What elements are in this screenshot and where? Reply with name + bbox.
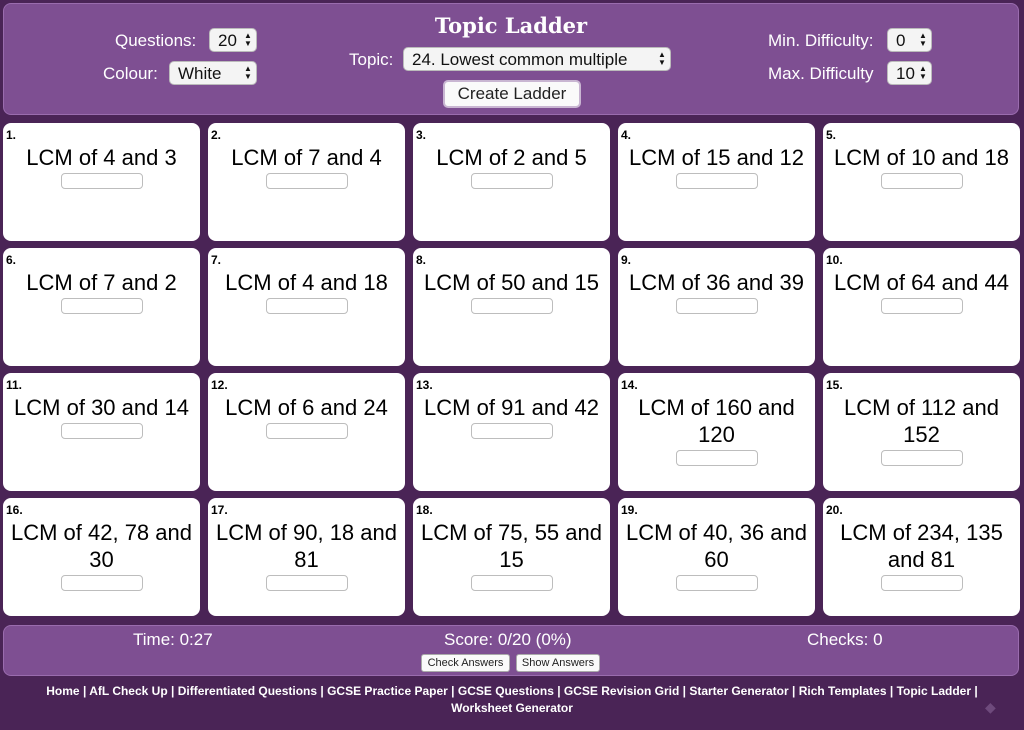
- question-card: [208, 248, 405, 366]
- nav-link[interactable]: Rich Templates: [798, 684, 887, 698]
- question-text: LCM of 40, 36 and 60: [625, 520, 807, 572]
- answer-input[interactable]: [676, 173, 758, 189]
- question-number: 1.: [6, 128, 17, 142]
- diamond-icon: ◆: [985, 699, 996, 715]
- question-card: [3, 123, 200, 241]
- question-number: 19.: [621, 503, 638, 517]
- question-text: LCM of 15 and 12: [629, 145, 804, 170]
- answer-input[interactable]: [266, 173, 348, 189]
- questions-label: Questions:: [115, 31, 197, 50]
- nav-link[interactable]: GCSE Questions: [457, 684, 554, 698]
- answer-input[interactable]: [266, 575, 348, 591]
- question-card: [3, 248, 200, 366]
- question-text: LCM of 64 and 44: [834, 270, 1009, 295]
- answer-input[interactable]: [266, 423, 348, 439]
- question-text: LCM of 2 and 5: [436, 145, 587, 170]
- question-card: [618, 123, 815, 241]
- question-text: LCM of 30 and 14: [14, 395, 189, 420]
- question-card: [823, 248, 1020, 366]
- max-difficulty-label: Max. Difficulty: [768, 64, 874, 83]
- nav-link[interactable]: Topic Ladder: [896, 684, 972, 698]
- nav-link[interactable]: GCSE Revision Grid: [563, 684, 680, 698]
- answer-input[interactable]: [61, 298, 143, 314]
- question-card: [413, 498, 610, 616]
- question-text: LCM of 7 and 2: [26, 270, 177, 295]
- question-text: LCM of 90, 18 and 81: [215, 520, 397, 572]
- nav-link[interactable]: Differentiated Questions: [177, 684, 318, 698]
- question-text: LCM of 10 and 18: [834, 145, 1009, 170]
- question-text: LCM of 36 and 39: [629, 270, 804, 295]
- question-number: 10.: [826, 253, 843, 267]
- nav-separator: |: [553, 684, 564, 698]
- question-card: [618, 498, 815, 616]
- answer-input[interactable]: [471, 423, 553, 439]
- question-card: [3, 498, 200, 616]
- answer-input[interactable]: [881, 575, 963, 591]
- question-card: [823, 373, 1020, 491]
- question-card: [208, 123, 405, 241]
- question-card: [618, 248, 815, 366]
- answer-input[interactable]: [881, 173, 963, 189]
- answer-input[interactable]: [61, 173, 143, 189]
- question-card: [413, 248, 610, 366]
- page-title: Topic Ladder: [434, 13, 588, 38]
- show-answers-button[interactable]: Show Answers: [516, 654, 600, 672]
- answer-input[interactable]: [676, 450, 758, 466]
- question-text: LCM of 42, 78 and 30: [10, 520, 192, 572]
- question-number: 3.: [416, 128, 427, 142]
- settings-panel: [3, 3, 1019, 115]
- checks-count: Checks: 0: [807, 630, 883, 649]
- question-number: 2.: [211, 128, 222, 142]
- create-ladder-button[interactable]: Create Ladder: [443, 80, 581, 108]
- answer-input[interactable]: [676, 298, 758, 314]
- question-text: LCM of 7 and 4: [231, 145, 382, 170]
- question-card: [413, 373, 610, 491]
- question-number: 13.: [416, 378, 433, 392]
- question-number: 8.: [416, 253, 427, 267]
- question-text: LCM of 4 and 3: [26, 145, 177, 170]
- colour-select[interactable]: White ▲ ▼: [169, 61, 257, 85]
- score: Score: 0/20 (0%): [444, 630, 572, 649]
- nav-link[interactable]: AfL Check Up: [89, 684, 168, 698]
- footer-nav: [0, 683, 1024, 717]
- question-number: 14.: [621, 378, 638, 392]
- question-text: LCM of 234, 135 and 81: [840, 520, 1003, 572]
- nav-separator: |: [79, 684, 90, 698]
- question-text: LCM of 4 and 18: [225, 270, 388, 295]
- question-number: 4.: [621, 128, 632, 142]
- answer-input[interactable]: [61, 423, 143, 439]
- answer-input[interactable]: [266, 298, 348, 314]
- nav-link[interactable]: Home: [46, 684, 80, 698]
- question-number: 5.: [826, 128, 837, 142]
- question-text: LCM of 75, 55 and 15: [420, 520, 602, 572]
- score-panel: [3, 625, 1019, 676]
- nav-link[interactable]: GCSE Practice Paper: [327, 684, 448, 698]
- nav-separator: |: [886, 684, 897, 698]
- check-answers-button[interactable]: Check Answers: [421, 654, 510, 672]
- colour-label: Colour:: [103, 64, 158, 83]
- topic-label: Topic:: [349, 50, 394, 69]
- nav-separator: |: [447, 684, 458, 698]
- question-card: [208, 373, 405, 491]
- question-card: [618, 373, 815, 491]
- question-card: [3, 373, 200, 491]
- question-number: 17.: [211, 503, 228, 517]
- question-number: 20.: [826, 503, 843, 517]
- nav-separator: |: [167, 684, 178, 698]
- question-number: 11.: [6, 378, 23, 392]
- question-number: 6.: [6, 253, 17, 267]
- answer-input[interactable]: [471, 575, 553, 591]
- question-card: [823, 498, 1020, 616]
- question-number: 15.: [826, 378, 843, 392]
- question-card: [823, 123, 1020, 241]
- select-arrows-icon: ▲ ▼: [244, 64, 252, 81]
- select-arrows-icon: ▲ ▼: [244, 31, 252, 48]
- answer-input[interactable]: [471, 173, 553, 189]
- question-text: LCM of 6 and 24: [225, 395, 388, 420]
- answer-input[interactable]: [471, 298, 553, 314]
- question-number: 16.: [6, 503, 23, 517]
- min-difficulty-select[interactable]: 0 ▲ ▼: [887, 28, 932, 52]
- nav-link[interactable]: Worksheet Generator: [451, 701, 573, 715]
- question-text: LCM of 50 and 15: [424, 270, 599, 295]
- question-number: 7.: [211, 253, 222, 267]
- select-arrows-icon: ▲ ▼: [658, 50, 666, 67]
- timer: Time: 0:27: [133, 630, 213, 649]
- nav-separator: |: [971, 684, 978, 698]
- question-number: 9.: [621, 253, 632, 267]
- select-arrows-icon: ▲ ▼: [919, 64, 927, 81]
- question-card: [413, 123, 610, 241]
- nav-separator: |: [317, 684, 328, 698]
- min-difficulty-label: Min. Difficulty:: [768, 31, 874, 50]
- nav-separator: |: [679, 684, 690, 698]
- question-card: [208, 498, 405, 616]
- question-text: LCM of 160 and 120: [638, 395, 795, 447]
- select-arrows-icon: ▲ ▼: [919, 31, 927, 48]
- nav-link[interactable]: Starter Generator: [689, 684, 789, 698]
- question-text: LCM of 112 and 152: [844, 395, 999, 447]
- question-number: 12.: [211, 378, 228, 392]
- question-number: 18.: [416, 503, 433, 517]
- topic-select[interactable]: 24. Lowest common multiple ▲ ▼: [403, 47, 671, 71]
- answer-input[interactable]: [61, 575, 143, 591]
- question-text: LCM of 91 and 42: [424, 395, 599, 420]
- answer-input[interactable]: [881, 450, 963, 466]
- answer-input[interactable]: [676, 575, 758, 591]
- answer-input[interactable]: [881, 298, 963, 314]
- max-difficulty-select[interactable]: 10 ▲ ▼: [887, 61, 932, 85]
- nav-separator: |: [788, 684, 799, 698]
- questions-select[interactable]: 20 ▲ ▼: [209, 28, 257, 52]
